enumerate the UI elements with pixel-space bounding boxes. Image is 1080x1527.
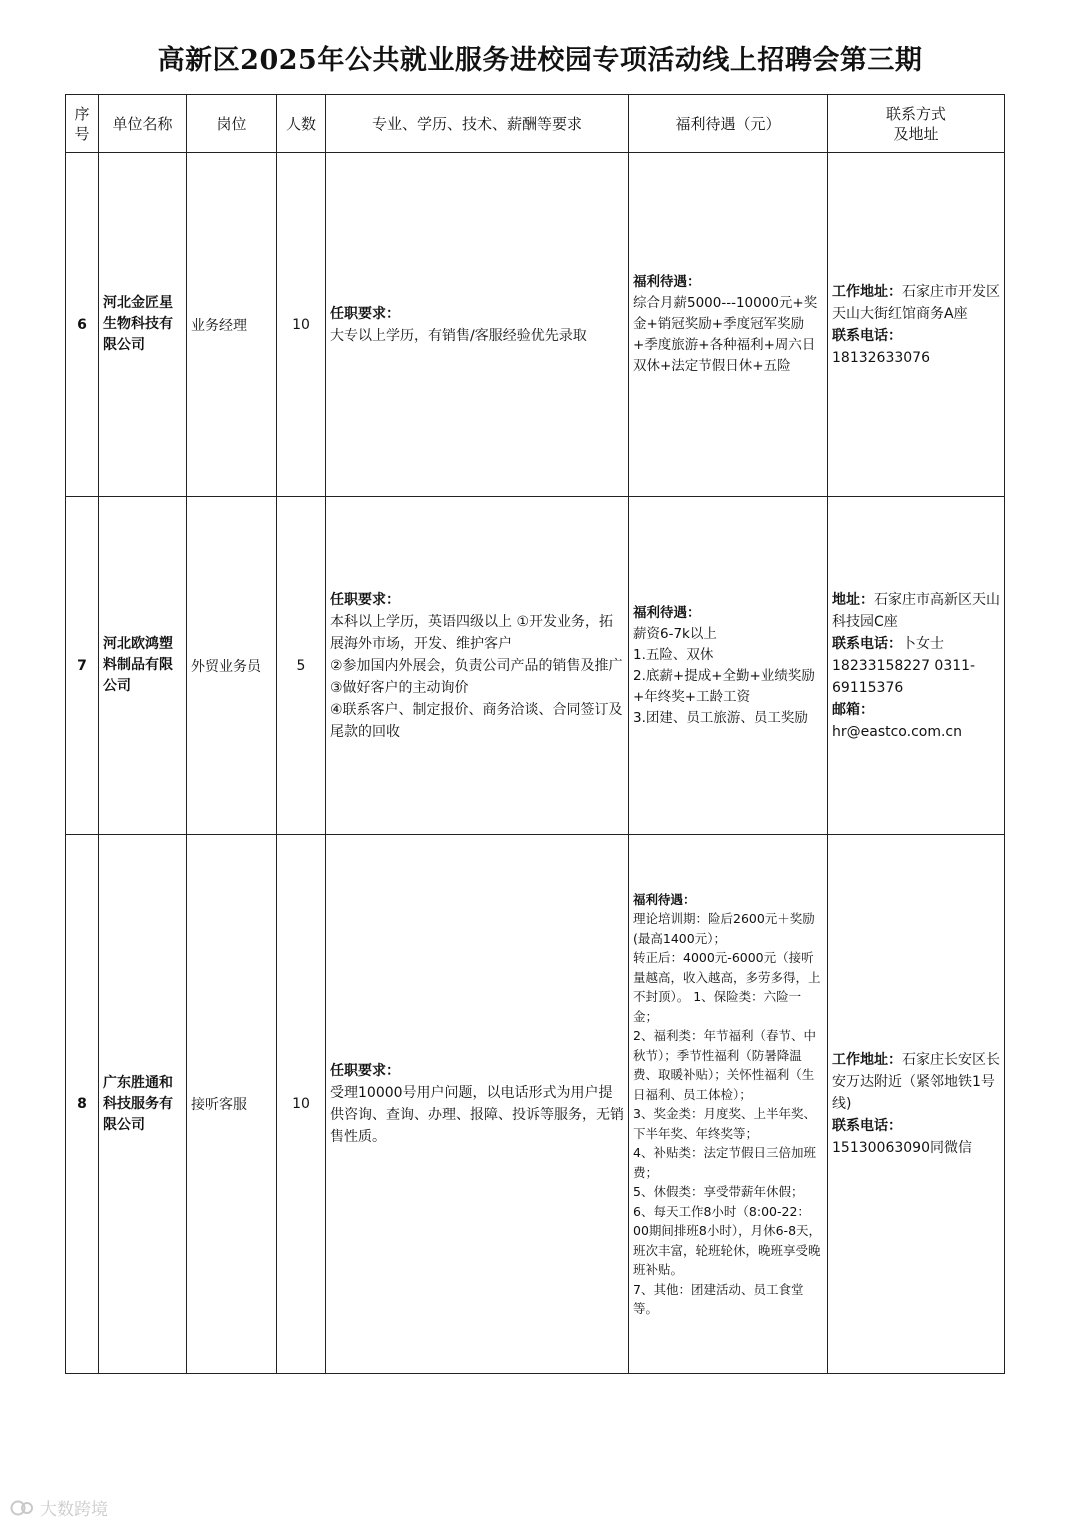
company-name: 河北金匠星生物科技有限公司	[99, 153, 187, 497]
company-name: 河北欧鸿塑料制品有限公司	[99, 497, 187, 835]
requirements-line: ④联系客户、制定报价、商务洽谈、合同签订及尾款的回收	[330, 701, 623, 740]
contact-cell	[828, 497, 1005, 835]
table-row	[66, 153, 1005, 497]
benefits-cell	[629, 835, 828, 1374]
email-link[interactable]: hr@eastco.com.cn	[832, 723, 962, 740]
company-name: 广东胜通和科技服务有限公司	[99, 835, 187, 1374]
job-position: 外贸业务员	[187, 497, 277, 835]
header-unit: 单位名称	[99, 95, 187, 153]
phone-text: 15130063090同微信	[832, 1140, 972, 1156]
requirements-cell	[326, 835, 629, 1374]
benefits-line: 4、补贴类：法定节假日三倍加班费；	[633, 1145, 816, 1180]
requirements-cell	[326, 497, 629, 835]
header-contact-line1: 联系方式	[885, 104, 946, 123]
address-label: 工作地址：	[832, 283, 902, 300]
benefits-label: 福利待遇：	[633, 891, 696, 907]
requirements-text: 受理10000号用户问题，以电话形式为用户提供咨询、查询、办理、报障、投诉等服务，无销售性质。	[330, 1085, 624, 1145]
requirements-line: 本科以上学历，英语四级以上 ①开发业务，拓展海外市场，开发、维护客户	[330, 613, 613, 652]
table-row	[66, 835, 1005, 1374]
watermark	[10, 1495, 108, 1520]
job-table	[65, 94, 1005, 1374]
benefits-line: 薪资6-7k以上	[633, 625, 717, 642]
phone-label: 联系电话：	[832, 327, 902, 344]
headcount: 10	[277, 153, 326, 497]
phone-label: 联系电话：	[832, 635, 902, 652]
job-position: 接听客服	[187, 835, 277, 1374]
header-row	[66, 95, 1005, 153]
header-no: 序号	[66, 95, 99, 153]
header-position: 岗位	[187, 95, 277, 153]
address-label: 地址：	[832, 591, 874, 608]
row-number: 7	[66, 497, 99, 835]
benefits-line: 6、每天工作8小时（8:00-22：00期间排班8小时），月休6-8天，班次丰富，轮班轮休，晚班享受晚班补贴。	[633, 1203, 822, 1277]
phone-text: 18132633076	[832, 349, 930, 366]
page-title: 高新区2025年公共就业服务进校园专项活动线上招聘会第三期	[157, 45, 923, 76]
benefits-line: 1.五险、双休	[633, 646, 714, 663]
contact-cell	[828, 153, 1005, 497]
requirements-label: 任职要求：	[330, 1063, 400, 1079]
headcount: 5	[277, 497, 326, 835]
row-number: 6	[66, 153, 99, 497]
benefits-line: 3.团建、员工旅游、员工奖励	[633, 709, 808, 726]
header-contact	[828, 95, 1005, 153]
address-label: 工作地址：	[832, 1052, 902, 1068]
watermark-text: 大数跨境	[40, 1500, 108, 1520]
requirements-label: 任职要求：	[330, 305, 400, 322]
table-row	[66, 497, 1005, 835]
phone-label: 联系电话：	[832, 1118, 902, 1134]
benefits-cell	[629, 497, 828, 835]
requirements-line: ③做好客户的主动询价	[330, 679, 469, 696]
header-benefits: 福利待遇（元）	[629, 95, 828, 153]
address-text: 石家庄长安区长安万达附近（紧邻地铁1号线)	[832, 1052, 1000, 1112]
row-number: 8	[66, 835, 99, 1374]
requirements-cell	[326, 153, 629, 497]
header-requirements: 专业、学历、技术、薪酬等要求	[326, 95, 629, 153]
benefits-label: 福利待遇：	[633, 274, 701, 290]
contact-cell	[828, 835, 1005, 1374]
requirements-line: ②参加国内外展会，负责公司产品的销售及推广	[330, 657, 623, 674]
benefits-line: 理论培训期：险后2600元＋奖励(最高1400元）；	[633, 911, 815, 946]
benefits-line: 2.底薪+提成+全勤+业绩奖励+年终奖+工龄工资	[633, 667, 815, 705]
headcount: 10	[277, 835, 326, 1374]
benefits-line: 7、其他：团建活动、员工食堂等。	[633, 1281, 804, 1316]
address-text: 石家庄市高新区天山科技园C座	[832, 591, 1000, 630]
benefits-text: 综合月薪5000---10000元+奖金+销冠奖励+季度冠军奖励+季度旅游+各种福利+周六日双休+法定节假日休+五险	[633, 295, 818, 374]
benefits-line: 转正后：4000元-6000元（接听量越高，收入越高，多劳多得，上不封顶）。 1、保险类：六险一金；	[633, 950, 821, 1024]
header-count: 人数	[277, 95, 326, 153]
requirements-label: 任职要求：	[330, 591, 400, 608]
email-label: 邮箱：	[832, 701, 874, 718]
benefits-line: 5、休假类：享受带薪年休假；	[633, 1184, 804, 1199]
benefits-label: 福利待遇：	[633, 604, 701, 621]
benefits-line: 2、福利类：年节福利（春节、中秋节）；季节性福利（防暑降温费、取暖补贴）；关怀性福利（生日福利、员工体检）；	[633, 1028, 816, 1102]
requirements-text: 大专以上学历，有销售/客服经验优先录取	[330, 327, 587, 344]
benefits-cell	[629, 153, 828, 497]
job-position: 业务经理	[187, 153, 277, 497]
phone-text: 卜女士 18233158227 0311-69115376	[832, 635, 976, 696]
benefits-line: 3、奖金类：月度奖、上半年奖、下半年奖、年终奖等；	[633, 1106, 816, 1141]
logo-icon	[10, 1498, 34, 1518]
address-text: 石家庄市开发区天山大街红馆商务A座	[832, 283, 1000, 322]
header-contact-line2: 及地址	[893, 124, 939, 143]
